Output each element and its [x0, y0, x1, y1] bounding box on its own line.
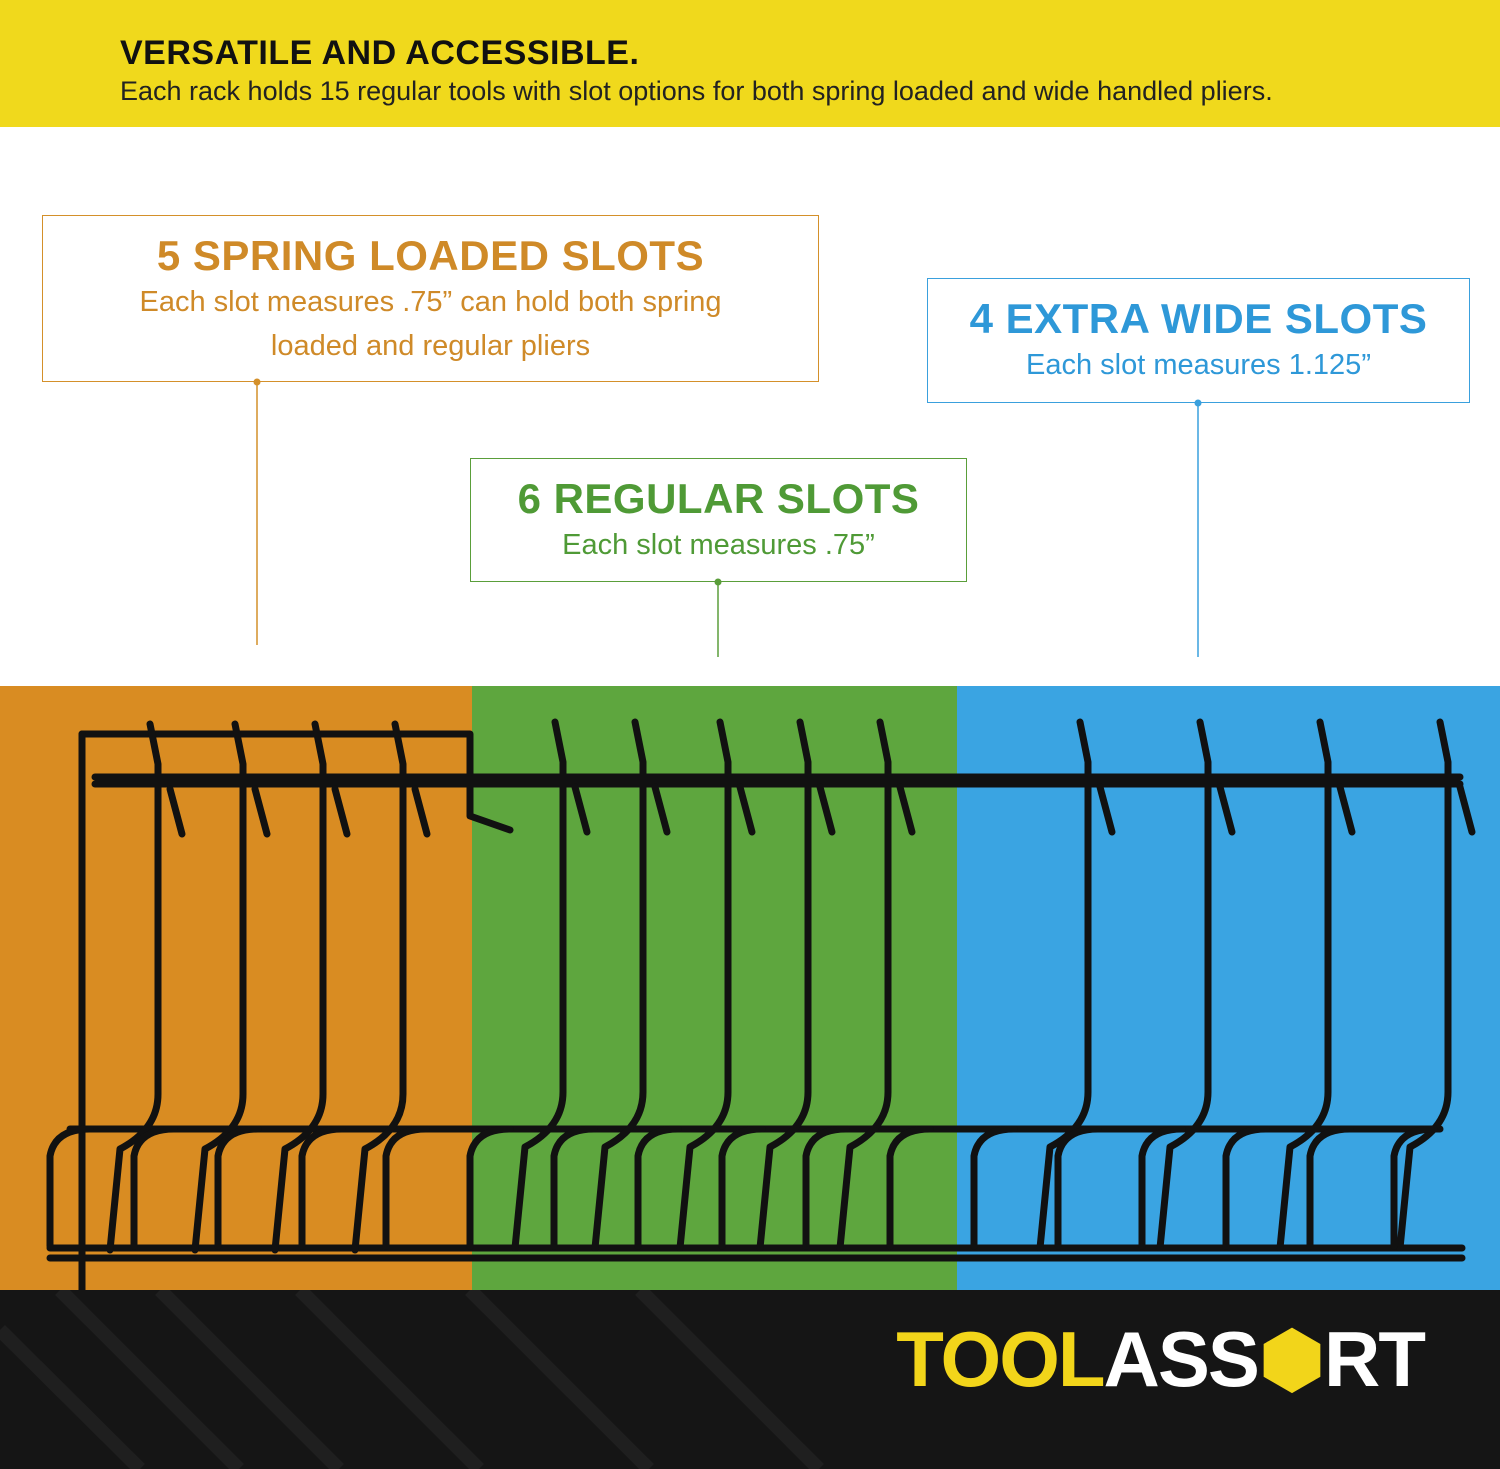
rack-prong [415, 789, 427, 834]
rack-prong [1460, 787, 1472, 832]
leader-lines [0, 0, 1500, 690]
callout-spring-title: 5 SPRING LOADED SLOTS [156, 232, 705, 279]
leader-spring [254, 379, 261, 646]
rack-upright [1160, 722, 1208, 1248]
rack-base-arch [134, 1129, 174, 1246]
rack-upright [1280, 722, 1328, 1248]
rack-base-arch [554, 1129, 594, 1246]
rack-base-arch [974, 1129, 1014, 1246]
banner-subtitle: Each rack holds 15 regular tools with slot options for both spring loaded and wide handled pliers. [120, 76, 1273, 106]
rack-upright [760, 722, 808, 1248]
callout-regular-line1: Each slot measures .75” [562, 529, 875, 561]
hex-nut-o-icon: ⬢ [1257, 1315, 1325, 1403]
rack-base-arch [638, 1129, 678, 1246]
logo-tool: TOOL [896, 1315, 1104, 1403]
pliers-rack-illustration [0, 686, 1500, 1290]
callout-wide-line1: Each slot measures 1.125” [1026, 349, 1371, 381]
rack-base-arch [1058, 1129, 1098, 1246]
rack-prong [740, 787, 752, 832]
rack-upright [840, 722, 888, 1248]
callout-spring-line2: loaded and regular pliers [270, 330, 591, 362]
leader-regular [715, 579, 722, 658]
rack-prong [1100, 787, 1112, 832]
brand-logo [896, 1314, 1424, 1405]
rack-base-arch [218, 1129, 258, 1246]
rack-prong [900, 787, 912, 832]
rack-prong [1220, 787, 1232, 832]
rack-base-arch [302, 1129, 342, 1246]
rack-base-arch [890, 1129, 930, 1246]
rack-base-arch [1310, 1129, 1350, 1246]
rack-prong [335, 789, 347, 834]
rack-upright [1040, 722, 1088, 1248]
rack-base-arch [722, 1129, 762, 1246]
footer-bar [0, 1290, 1500, 1469]
rack-prong [255, 789, 267, 834]
callout-regular-title: 6 REGULAR SLOTS [517, 475, 920, 522]
logo-ass: ASS [1103, 1315, 1258, 1403]
rack-base-arch [386, 1129, 426, 1246]
callout-wide-title: 4 EXTRA WIDE SLOTS [969, 295, 1428, 342]
rack-prong [1340, 787, 1352, 832]
callout-spring-line1: Each slot measures .75” can hold both spring [139, 286, 722, 318]
rack-prong [575, 787, 587, 832]
rack-base-arch [470, 1129, 510, 1246]
rack-upright [355, 724, 403, 1250]
logo-rt: RT [1324, 1315, 1424, 1403]
rack-upright [1400, 722, 1448, 1248]
banner-title: VERSATILE AND ACCESSIBLE. [120, 34, 640, 72]
rack-base-arch [1226, 1129, 1266, 1246]
rack-prong [820, 787, 832, 832]
rack-prong [655, 787, 667, 832]
leader-wide [1195, 400, 1202, 658]
rack-prong [170, 789, 182, 834]
